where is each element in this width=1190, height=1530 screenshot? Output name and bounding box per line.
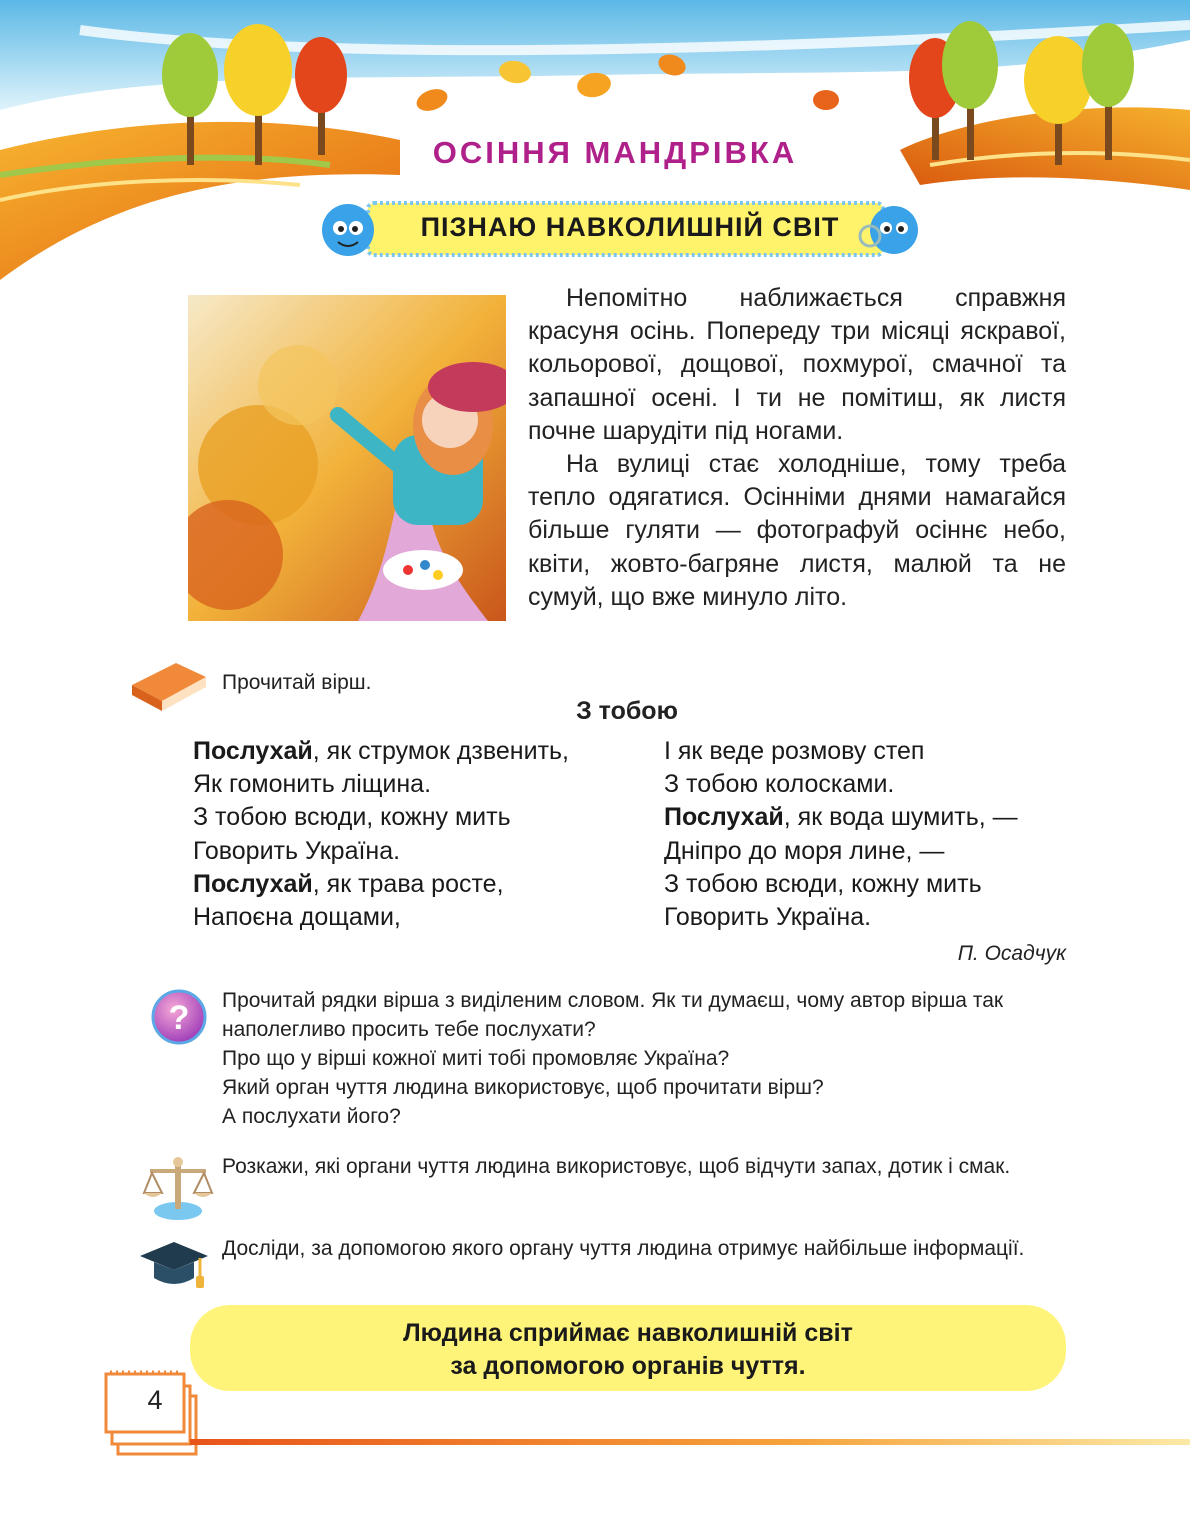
poem-line: Послухай, як вода шумить, — — [664, 803, 1018, 832]
question-text: Про що у вірші кожної миті тобі промовляє Україна? — [222, 1047, 730, 1070]
poem-line: Говорить Україна. — [193, 836, 401, 865]
bottom-divider — [190, 1436, 1190, 1448]
poem-column-right — [664, 735, 1018, 934]
svg-text:?: ? — [168, 999, 190, 1037]
chapter-title: ОСІННЯ МАНДРІВКА — [432, 135, 798, 170]
poem-line: Послухай, як трава росте, — [193, 869, 504, 898]
graduation-cap-icon — [138, 1238, 210, 1292]
poem-line: З тобою колосками. — [664, 770, 895, 799]
poem-line: Як гомонить ліщина. — [193, 770, 432, 799]
conclusion-line: за допомогою органів чуття. — [450, 1352, 806, 1380]
poem-line: Говорить Україна. — [664, 903, 872, 932]
conclusion-line: Людина сприймає навколишній світ — [403, 1319, 853, 1347]
conclusion-text — [190, 1317, 1066, 1383]
poem-line: Послухай, як струмок дзвенить, — [193, 737, 569, 765]
question-text: Який орган чуття людина використовує, щоб прочитати вірш? — [222, 1076, 824, 1099]
intro-paragraph: Непомітно наближається справжня красуня осінь. Попереду три місяці яскравої, кольорової, дощової, похмурої, смачної та запашної осені. І ти не помітиш, як листя почне шарудіти під ногами. — [528, 284, 1066, 445]
poem-line: Напоєна дощами, — [193, 903, 401, 932]
poem-author: П. Осадчук — [957, 942, 1066, 965]
question-text: А послухати його? — [222, 1105, 401, 1128]
scales-icon — [142, 1153, 214, 1223]
intro-paragraph: На вулиці стає холодніше, тому треба тепло одягатися. Осінніми днями намагайся більше гуляти — фотографуй осіннє небо, квіти, жовто-багряне листя, малюй та не сумуй, що вже минуло літо. — [528, 450, 1066, 611]
explore-task: Досліди, за допомогою якого органу чуття людина отримує найбільше інформації. — [222, 1237, 1025, 1260]
poem-title: З тобою — [576, 697, 678, 725]
intro-text — [528, 282, 1066, 614]
poem-column-left — [193, 735, 569, 934]
questions-block — [222, 986, 1068, 1131]
poem-line: Дніпро до моря лине, — — [664, 836, 945, 865]
question-mark-icon — [150, 988, 208, 1046]
poem-line: З тобою всюди, кожну мить — [193, 803, 511, 832]
question-text: Прочитай рядки вірша з виділеним словом. Як ти думаєш, чому автор вірша так наполегливо просить тебе послухати? — [222, 989, 1004, 1041]
section-title: ПІЗНАЮ НАВКОЛИШНІЙ СВІТ — [420, 212, 840, 242]
tell-task: Розкажи, які органи чуття людина використовує, щоб відчути запах, дотик і смак. — [222, 1155, 1011, 1178]
poem-line: І як веде розмову степ — [664, 737, 925, 765]
photo-girl-painting-autumn — [188, 295, 506, 621]
poem-line: З тобою всюди, кожну мить — [664, 869, 982, 898]
page-number: 4 — [147, 1385, 163, 1415]
read-instruction: Прочитай вірш. — [222, 671, 372, 694]
